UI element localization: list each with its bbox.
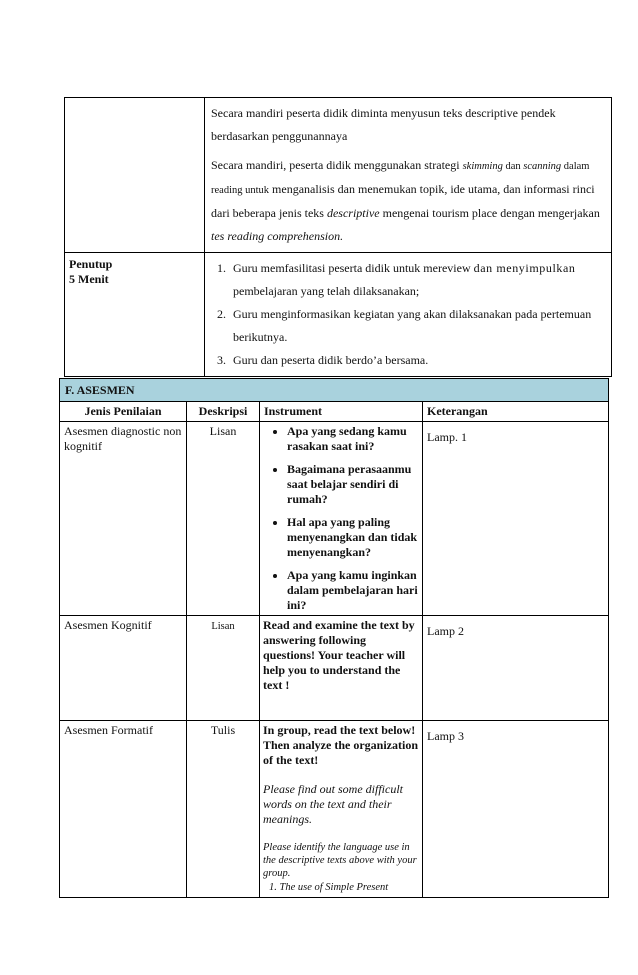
diagnostic-questions-list (263, 424, 419, 613)
closing-label-cell (65, 253, 205, 377)
row-formative-instrument (260, 721, 423, 898)
row-cognitive-instrument: Read and examine the text by answering following questions! Your teacher will help you to understand the text ! (260, 616, 423, 721)
assessment-row-cognitive (60, 616, 609, 721)
diagnostic-question-3: • Hal apa yang paling menyenangkan dan tidak menyenangkan? (287, 515, 419, 560)
activity-paragraph-2: Secara mandiri, peserta didik menggunakan strategi skimming dan scanning dalam reading untuk menganalisis dan menemukan topik, ide utama, dan informasi rinci dari beberapa jenis teks descriptive mengenai tourism place dengan mengerjakan tes reading comprehension. (211, 158, 600, 243)
assessment-row-formative (60, 721, 609, 898)
row-diagnostic-keterangan: Lamp. 1 (423, 422, 609, 616)
row-formative-deskripsi: Tulis (187, 721, 260, 898)
closing-step-2: 2. Guru menginformasikan kegiatan yang akan dilaksanakan pada pertemuan berikutnya. (229, 303, 605, 349)
activity-row-closing (65, 253, 612, 377)
closing-steps-list (211, 257, 605, 372)
assessment-row-diagnostic (60, 422, 609, 616)
formative-task-3: Please identify the language use in the descriptive texts above with your group. (263, 842, 417, 879)
diagnostic-question-4: • Apa yang kamu inginkan dalam pembelajaran hari ini? (287, 568, 419, 613)
closing-step-3: 3. Guru dan peserta didik berdo’a bersama. (229, 349, 605, 372)
formative-task-1: In group, read the text below! Then analyze the organization of the text! (263, 723, 418, 767)
activity-table (64, 97, 612, 377)
row-cognitive-deskripsi: Lisan (187, 616, 260, 721)
activity-row-content (205, 98, 612, 253)
row-diagnostic-jenis: Asesmen diagnostic non kognitif (60, 422, 187, 616)
row-cognitive-jenis: Asesmen Kognitif (60, 616, 187, 721)
assessment-section-title: F. ASESMEN (60, 379, 609, 402)
row-formative-keterangan: Lamp 3 (423, 721, 609, 898)
diagnostic-question-1: • Apa yang sedang kamu rasakan saat ini? (287, 424, 419, 454)
row-cognitive-keterangan: Lamp 2 (423, 616, 609, 721)
closing-duration: 5 Menit (69, 272, 109, 286)
activity-row-label-empty (65, 98, 205, 253)
header-jenis-penilaian: Jenis Penilaian (60, 402, 187, 422)
header-deskripsi: Deskripsi (187, 402, 260, 422)
row-diagnostic-instrument (260, 422, 423, 616)
formative-task-3-item-1: 1. The use of Simple Present (269, 882, 389, 893)
closing-label: Penutup (69, 257, 113, 271)
header-instrument: Instrument (260, 402, 423, 422)
closing-content (205, 253, 612, 377)
formative-task-2: Please find out some difficult words on the text and their meanings. (263, 782, 403, 826)
header-keterangan: Keterangan (423, 402, 609, 422)
assessment-column-headers (60, 402, 609, 422)
activity-paragraph-1: Secara mandiri peserta didik diminta menyusun teks descriptive pendek berdasarkan penggunannaya (211, 106, 556, 143)
assessment-section-header (60, 379, 609, 402)
row-formative-jenis: Asesmen Formatif (60, 721, 187, 898)
assessment-table (59, 378, 609, 898)
diagnostic-question-2: • Bagaimana perasaanmu saat belajar sendiri di rumah? (287, 462, 419, 507)
closing-step-1: 1. Guru memfasilitasi peserta didik untuk mereview dan menyimpulkan pembelajaran yang telah dilaksanakan; (229, 257, 605, 303)
row-diagnostic-deskripsi: Lisan (187, 422, 260, 616)
activity-row-independent (65, 98, 612, 253)
